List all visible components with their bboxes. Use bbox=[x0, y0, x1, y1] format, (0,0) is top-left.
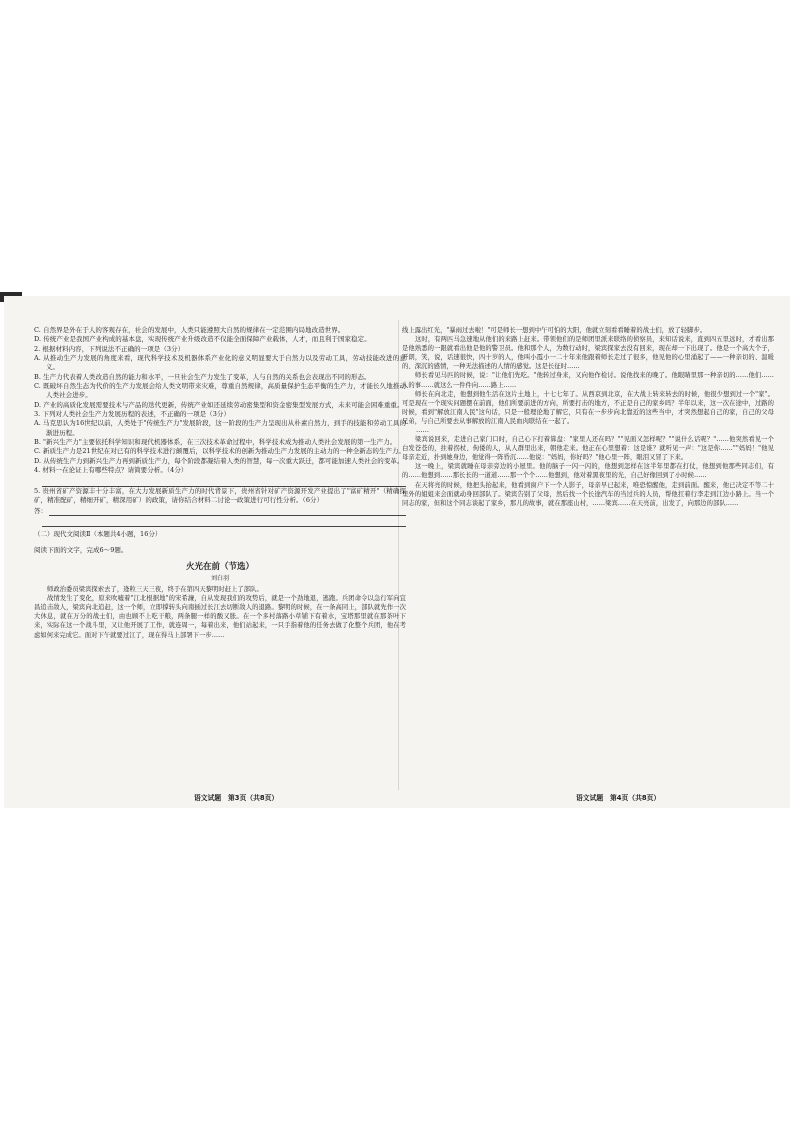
story-paragraph-2: 战情发生了变化，原来吹嘘着"江北根据地"的宋希濂，自从发现我们的攻势后，就是一个劲地退，逃跑。兵团命令以急行军向宜昌追击敌人，梁宾向北追赶，这一个师，立即撑转头向南插过长江去切断敌人的退路。黎明的时候，在一条高同上，部队就先作一次大休息，就在万分的战士们，由也顾不上吃干粮，两条腿一样的酸又胀。在一个多村落路小草铺下有着水，宝塔那里就在那茶叶下来，实际在这一个战斗里，又让他开展了工作，就连周一，每着出来，他们站起来，一只手指着他的任务去做了化整个兵团，他在考虑如何来完成它。面对下午就要过江了，现在得马上部署下一步…… bbox=[34, 595, 406, 639]
story-paragraph-3: 线上露出红光，"暴雨过去啦！"可是师长一想到中午可怕的大阳，他就立刻看看睡着的战士们，放了轻脚步。 bbox=[402, 327, 707, 334]
q3-option-c: C. 新质生产力是21世纪在对已有的科学技术进行颠覆后，以科学技术的创新为推动生产力发展的主动力的一种全新态的生产力。 bbox=[34, 447, 406, 456]
story-paragraph-6: 师长在向北走，他想到他生活在这片土地上，十七七年了。从西京到北京，在大战上转来转去的时候，他很少想到过一个"家"。可是现在一个现实问题摆在前面，他们所要前进的方向，所要打击的地方，不正是自己的家乡吗？半年以来，这一次在途中，过路的时候，看到"解放江南人民"这句话，只是一般理论地了解它，只有在一步步向北靠近的这些当中，才突然想起自己的家，自己的父母兄弟，与自己所要去从事解放的江南人民血肉联结在一起了。 bbox=[402, 390, 774, 425]
story-paragraph-8: 这一晚上，梁宾就睡在母亲旁边的小屋里。他的脑子一闪一闪的，他想到怎样在这半年里都在打仗，他想到他那些同志们，有的……他想到……那长长的一道道……那一个个……他想到，他对着黑夜里的光，自己好像回到了小时候…… bbox=[402, 463, 774, 480]
q2-option-a: A. 从推动生产力发展的角度来看，现代科学技术及机器体系产业化的意义明显要大于自然力以及劳动工具，劳动技能改进的意义。 bbox=[34, 354, 406, 372]
q5-answer-line bbox=[49, 506, 406, 516]
story-title: 火光在前（节选） bbox=[185, 562, 254, 573]
q3-stem: 3. 下列对人类社会生产力发展历程的表述，不正确的一项是（3分） bbox=[34, 410, 231, 419]
page-3-column bbox=[34, 326, 406, 796]
section-2-heading: （二）现代文阅读Ⅱ（本题共4小题，16分） bbox=[34, 530, 162, 539]
story-paragraph-1: 师政治委员梁宾探索去了，逄粒三天三夜，终于在第四天黎明时赶上了部队。 bbox=[47, 586, 263, 594]
q2-stem: 2. 根据材料内容，下列说法不正确的一项是（3分） bbox=[34, 344, 185, 353]
section-2-instruction: 阅读下面的文字，完成6～9题。 bbox=[34, 545, 128, 554]
page-4-column bbox=[402, 326, 774, 796]
exam-sheet bbox=[4, 296, 790, 808]
q2-option-c: C. 既破坏自然生态为代价的生产力发展会给人类文明带来灾难，尊重自然规律，高质量保护生态平衡的生产力，才能长久地推动人类社会进步。 bbox=[34, 382, 406, 400]
story-paragraph-9: 在天将亮的时候，他把头抬起来，他看到窗户下一个人影子，母亲早已起来，唯恐惊醒他，走到前面。醒来，他已决定不等二十里外的姐姐来会面就动身回部队了。梁宾告别了父母，然后找一个长途汽车的当过兵的人员，帮他扛着行李走到江边小路上。当一个同志的家，但和这个同志谈起了家乡，那儿的故事，就在那座山村，……梁宾……在天亮前，出发了，向那边的部队…… bbox=[402, 481, 774, 507]
q2-option-d: D. 产业的高质化发展需要技术与产品的迭代更新，传统产业如还延续劳动密集型和资金密集型发展方式，未来可能会困难重重。 bbox=[34, 400, 404, 409]
q5-answer-row bbox=[34, 505, 406, 516]
story-paragraph-7: 梁宾说回来，走进自己家门口时，自己心下打着算盘："家里人还在吗？""见面又怎样呢？""说什么话呢？"……他突然看见一个白发苍苍的，拄着拐杖、佝偻的人，从人群里出来，朝他走来。他正在心里想着：这是谁？就听见一声："这是你……""妈妈！"他见母亲走近，扑到她身边，他觉得一阵昏沉……他说："妈妈，你好吗？"他心里一阵，眼泪又冒了下来。 bbox=[402, 436, 774, 462]
q3-option-d: D. 从传统生产力到新兴生产力再到新质生产力，每个阶段都凝结着人类的智慧，每一次重大跃迁，都可能加速人类社会的变革。 bbox=[34, 456, 404, 465]
q1-option-d: D. 传统产业是我国产业构成的基本盘，实现传统产业升级改造不仅能全面保障产业载体，人才，而且利于国家稳定。 bbox=[34, 335, 371, 344]
page-3-footer: 语文试题 第3页（共8页） bbox=[194, 794, 279, 802]
story-author: 刘白羽 bbox=[210, 575, 229, 583]
story-paragraph-4: 这时，有两匹马急速地从他们的来路上赶来。带领他们的是师团里派来联络的侦察员，来知话说来，直到四五里远时，才看出那是他熟悉的一跟就看出他是他的警卫员。他和那个人，为数行动时，梁宾探家去没有回来，现在却一下出现了。他是一个高大个子，开朗，笑，说，话速很快，四十岁的人，他叫小霞小一二十年来他跟着师长走过了很多，他见他的心里涌起了——一种亲切的、温暖的、深沉的感情，一种无法描述的人情的感觉。这是长征时…… bbox=[402, 336, 774, 371]
q5-stem: 5. 贵州省矿产资源丰十分丰富，在大力发展新质生产力的时代背景下，贵州省针对矿产资源开发产业提出了"富矿精开"（精确探矿，精准配矿，精细开矿，精深用矿）的政策，请你结合材料二讨论一政策进行可行性分析。（6分） bbox=[34, 486, 406, 504]
answer-label: 答： bbox=[34, 506, 48, 515]
q3-option-b: B. "新兴生产力"主要依托科学知识和现代机器体系，在三次技术革命过程中，科学技术成为推动人类社会发展的第一生产力。 bbox=[34, 438, 397, 447]
page-4-footer: 语文试题 第4页（共8页） bbox=[576, 794, 661, 802]
q4-stem: 4. 材料一在论证上有哪些特点？请简要分析。（4分） bbox=[34, 466, 188, 475]
q4-answer-line bbox=[42, 477, 406, 487]
q1-option-c: C. 自然界是外在于人的客观存在，社会的发展中，人类只能遵照大自然的规律在一定范围内局地改造世界。 bbox=[34, 326, 345, 334]
story-paragraph-5: 师长看见马匹的时候，说："让他们先吃。"他转过身来，又向他作检讨。说他找来的晚了。他眼睛里那一种亲切的……他们……人的事……就这么一件件向……路上…… bbox=[402, 372, 774, 389]
q3-option-a: A. 马克思认为16世纪以前，人类处于"传统生产力"发展阶段，这一阶段的生产力呈现出从朴素自然力，到手的技能和劳动工具的渐进历程。 bbox=[34, 419, 406, 437]
q2-option-b: B. 生产力代表着人类改造自然的能力和水平，一旦社会生产力发生了变革，人与自然的关系也会表现出不同的形态。 bbox=[34, 372, 371, 381]
ellipsis-break: …… bbox=[416, 426, 429, 435]
q5-answer-line-2 bbox=[42, 517, 406, 527]
